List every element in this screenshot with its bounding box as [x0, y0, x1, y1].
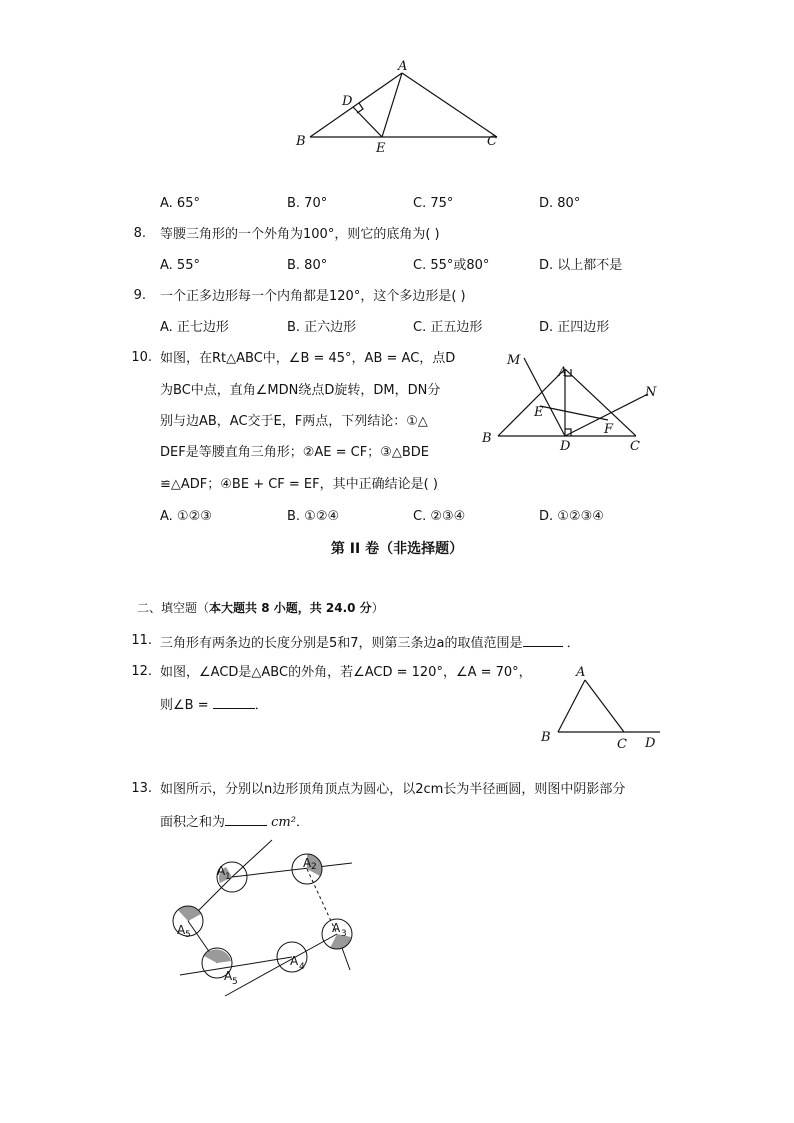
q8-option-d: D. 以上都不是 — [539, 258, 623, 273]
q13-line2-before: 面积之和为 — [160, 815, 226, 830]
figure-q13-polygon-circles — [160, 838, 360, 998]
label-d: D — [645, 736, 656, 751]
shaded-sector-a6 — [178, 906, 201, 921]
q11-text-before: 三角形有两条边的长度分别是5和7，则第三条边a的取值范围是 — [160, 636, 523, 651]
q10-option-d: D. ①②③④ — [539, 509, 604, 524]
q8-text: 等腰三角形的一个外角为100°，则它的底角为( ) — [160, 227, 440, 242]
q10-number: 10. — [131, 350, 152, 365]
q10-line-4: DEF是等腰直角三角形；②AE = CF；③△BDE — [160, 445, 429, 460]
segment-ac — [585, 680, 624, 732]
q12-line2-after: ． — [254, 698, 268, 713]
part2-heading-bold: 本大题共 8 小题，共 24.0 分 — [209, 601, 372, 615]
section-ii-title: 第 II 卷（非选择题） — [330, 541, 464, 557]
label-a1: A — [217, 864, 226, 878]
q7-option-b: B. 70° — [287, 196, 328, 211]
q7-option-c: C. 75° — [413, 196, 454, 211]
q13-line2-after: ． — [295, 815, 309, 830]
q11-answer-blank[interactable] — [523, 633, 563, 647]
segment-ab — [558, 680, 585, 732]
label-d: D — [560, 439, 571, 454]
label-a2: A — [303, 856, 312, 870]
segment-ab — [310, 73, 402, 137]
figure-q12-triangle — [538, 662, 664, 754]
label-c: C — [487, 134, 497, 149]
q13-line-2 — [160, 812, 309, 832]
segment-ac — [402, 73, 497, 137]
label-c: C — [617, 737, 627, 752]
q7-option-a: A. 65° — [160, 196, 200, 211]
q9-option-d: D. 正四边形 — [539, 320, 610, 335]
q9-option-b: B. 正六边形 — [287, 320, 357, 335]
label-a: A — [398, 59, 408, 74]
q13-answer-blank[interactable] — [225, 812, 267, 826]
label-n: N — [645, 385, 657, 400]
q11-text — [160, 633, 580, 653]
label-a6: A — [177, 923, 186, 937]
figure-triangle-abc-de — [290, 58, 510, 158]
label-e: E — [376, 141, 386, 156]
q9-text: 一个正多边形每一个内角都是120°，这个多边形是( ) — [160, 289, 466, 304]
label-b: B — [482, 431, 492, 446]
q13-line-1: 如图所示，分别以n边形顶角顶点为圆心，以2cm长为半径画圆，则图中阴影部分 — [160, 782, 626, 797]
q13-number: 13. — [131, 781, 152, 796]
segment-ac — [565, 369, 636, 436]
segment-de — [353, 107, 382, 137]
q9-option-c: C. 正五边形 — [413, 320, 483, 335]
label-d: D — [342, 94, 353, 109]
label-b: B — [541, 730, 551, 745]
q7-option-d: D. 80° — [539, 196, 581, 211]
label-a3-sub: 3 — [341, 929, 347, 939]
label-e: E — [534, 405, 544, 420]
q12-line-1: 如图，∠ACD是△ABC的外角，若∠ACD = 120°，∠A = 70°， — [160, 665, 532, 680]
label-a3: A — [332, 921, 341, 935]
segment-ab — [498, 369, 565, 436]
label-a5: A — [224, 969, 233, 983]
label-a4: A — [290, 954, 299, 968]
q10-line-5: ≌△ADF；④BE + CF = EF，其中正确结论是( ) — [160, 477, 438, 492]
segment-ae — [382, 73, 402, 137]
q10-line-2: 为BC中点，直角∠MDN绕点D旋转，DM，DN分 — [160, 383, 441, 398]
q10-option-b: B. ①②④ — [287, 509, 340, 524]
q10-option-c: C. ②③④ — [413, 509, 466, 524]
label-a5-sub: 5 — [232, 977, 238, 987]
segment-ef — [540, 406, 608, 420]
q10-option-a: A. ①②③ — [160, 509, 212, 524]
q12-line-2 — [160, 695, 268, 715]
q8-number: 8. — [133, 226, 146, 241]
extension-a1 — [232, 840, 272, 877]
label-a6-sub: 5 — [185, 930, 191, 940]
label-a: A — [558, 365, 568, 380]
label-c: C — [630, 439, 640, 454]
label-f: F — [604, 422, 614, 437]
q8-option-b: B. 80° — [287, 258, 328, 273]
part2-heading-main: 二、填空题（ — [137, 601, 210, 615]
part2-heading-end: ） — [371, 601, 384, 615]
label-a4-sub: 4 — [299, 962, 305, 972]
q8-option-c: C. 55°或80° — [413, 258, 490, 273]
side-a4-a5 — [180, 957, 292, 975]
label-a2-sub: 2 — [311, 862, 317, 872]
q10-line-1: 如图，在Rt△ABC中，∠B = 45°，AB = AC，点D — [160, 351, 456, 366]
q8-option-a: A. 55° — [160, 258, 200, 273]
q11-text-after: ． — [562, 636, 580, 651]
q10-line-3: 别与边AB，AC交于E，F两点，下列结论：①△ — [160, 414, 428, 429]
label-a1-sub: 1 — [225, 872, 231, 882]
label-b: B — [296, 134, 306, 149]
q12-number: 12. — [131, 664, 152, 679]
label-m: M — [507, 353, 521, 368]
q13-unit: cm² — [271, 815, 296, 830]
figure-q10-triangle — [478, 346, 668, 458]
q12-answer-blank[interactable] — [213, 695, 255, 709]
part2-heading — [137, 599, 384, 617]
q9-number: 9. — [133, 288, 146, 303]
label-a: A — [576, 665, 586, 680]
q11-number: 11. — [131, 633, 152, 648]
q9-option-a: A. 正七边形 — [160, 320, 229, 335]
q12-line2-before: 则∠B = — [160, 698, 213, 713]
